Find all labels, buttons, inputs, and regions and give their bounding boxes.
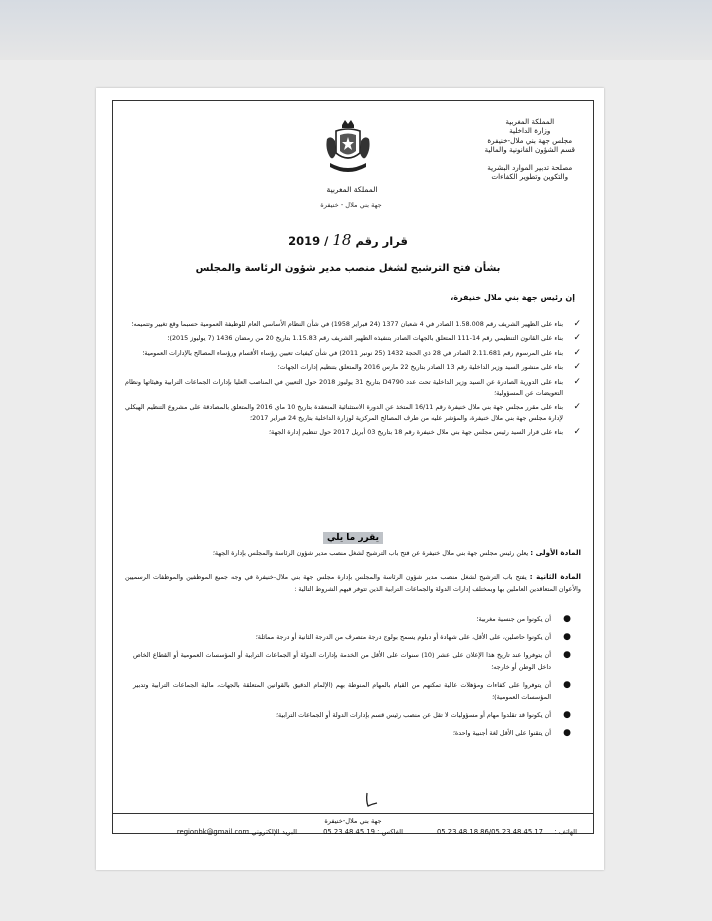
visa-item: ✓ بناء على المرسوم رقم 2.11.681 الصادر في 28 ذي الحجة 1432 (25 نونبر 2011) في شأن كيفيات تعيين رؤساء الأقسام ورؤساء المصالح بالإدارات العمومية؛ [142,347,581,358]
emblem-caption: المملكة المغربية [326,185,378,194]
article-1-text: يعلن رئيس مجلس جهة بني ملال خنيفرة عن فتح باب الترشيح لشغل منصب مدير شؤون الرئاسة والمجلس بإدارة الجهة؛ [212,549,529,557]
condition-item: ● أن يتقنوا على الأقل لغة أجنبية واحدة؛ [452,728,571,738]
phone-number: 05.23.48.18.86/05.23.48.45.17 [436,828,543,836]
ministry-name: وزارة الداخلية [509,126,551,136]
decides-row [113,525,593,544]
visa-item: ✓ بناء على قرار السيد رئيس مجلس جهة بني ملال خنيفرة رقم 18 بتاريخ 03 أبريل 2017 حول تنظيم إدارة الجهة؛ [269,427,581,438]
email-label: البريد الإلكتروني : [246,828,297,836]
visa-item: ✓ بناء على مقرر مجلس جهة بني ملال خنيفرة رقم 16/11 المتخذ عن الدورة الاستثنائية المنعقدة بتاريخ 10 ماي 2016 والمتعلق بالمصادقة على مشروع التنظيم الهيكلي لإدارة مجلس جهة بني ملال خنيفرة، والمؤشر عليه من طرف المصالح المركزية لوزارة الداخلية بتاريخ 24 فبراير 2017؛ [125,401,581,422]
bullet-dot-icon: ● [563,728,571,738]
conditions-list [133,613,573,745]
bullet-dot-icon: ● [563,710,571,720]
article-2 [125,571,581,595]
article-1-label: المادة الأولى : [530,548,581,557]
fax-label: الفاكس : [377,828,403,836]
president-intro: إن رئيس جهة بني ملال خنيفرة، [450,293,575,302]
bullet-mark-icon: ✓ [573,319,581,329]
visa-list [125,319,581,442]
bullet-mark-icon: ✓ [573,347,581,358]
article-1 [125,547,581,559]
footer-title: جهة بني ملال-خنيفرة [324,817,382,825]
condition-item: ● أن يكونوا قد تقلدوا مهام أو مسؤوليات لا تقل عن منصب رئيس قسم بإدارات الدولة أو الجماعات الترابية؛ [275,710,571,720]
bullet-mark-icon: ✓ [573,362,581,373]
visa-item: ✓ بناء على الدورية الصادرة عن السيد وزير الداخلية تحت عدد D4790 بتاريخ 31 يوليوز 2018 حول التعيين في المناصب العليا بإدارات الجماعات الترابية وهيئاتها ونظام التعويضات عن المسؤولية؛ [125,376,581,397]
condition-item: ● أن يكونوا حاصلين، على الأقل، على شهادة أو دبلوم يسمح بولوج درجة متصرف من الدرجة الثانية أو درجة مماثلة؛ [255,632,571,642]
decision-subject: بشأن فتح الترشيح لشغل منصب مدير شؤون الرئاسة والمجلس [195,263,501,274]
region-caption: جهة بني ملال - خنيفرة [320,201,382,209]
email-address: regionbk@gmail.com [176,828,249,836]
bullet-dot-icon: ● [563,632,571,642]
department-name: قسم الشؤون القانونية والمالية [484,145,575,155]
bullet-mark-icon: ✓ [573,401,581,412]
article-2-text: يفتح باب الترشيح لشغل منصب مدير شؤون الرئاسة والمجلس بإدارة مجلس جهة بني ملال-خنيفرة في وجه جميع الموظفين والموظفات الرسميين والأعوان المتعاقدين العاملين بها وبمختلف إدارات الدولة والجماعات الترابية الذين تتوفر فيهم الشروط التالية : [125,573,581,593]
visa-item: ✓ بناء على القانون التنظيمي رقم 14-111 المتعلق بالجهات الصادر بتنفيذه الظهير الشريف رقم 1.15.83 بتاريخ 20 من رمضان 1436 (7 يوليوز 2015)؛ [167,333,581,344]
kingdom-name: المملكة المغربية [505,117,555,126]
decision-handwritten-number: 18 [332,231,352,249]
bullet-mark-icon: ✓ [573,376,581,387]
bullet-mark-icon: ✓ [573,333,581,344]
footer-divider [113,813,593,814]
bullet-dot-icon: ● [563,614,571,624]
decision-prefix: قرار رقم [355,234,408,248]
document-frame [112,100,594,834]
condition-item: ● أن يكونوا من جنسية مغربية؛ [476,614,571,624]
condition-item: ● أن يتوفروا على كفاءات ومؤهلات عالية تمكنهم من القيام بالمهام المنوطة بهم (الإلمام الدقيق بالقوانين المتعلقة بالجهات، مالية الجماعات الترابية وتدبير المؤسسات العمومية)؛ [133,680,571,701]
decides-heading: يقرر ما يلي [323,532,383,544]
decision-number [273,231,423,249]
bullet-mark-icon: ✓ [573,427,581,438]
decision-year: / 2019 [288,234,329,248]
service-name-line1: مصلحة تدبير الموارد البشرية [487,162,573,172]
council-name: مجلس جهة بني ملال-خنيفرة [487,135,573,145]
service-name-line2: والتكوين وتطوير الكفاءات [491,172,569,182]
photo-background [0,0,712,60]
handwritten-mark-icon [363,791,379,809]
coat-of-arms-icon [322,119,374,177]
visa-item: ✓ بناء على منشور السيد وزير الداخلية رقم 13 الصادر بتاريخ 22 مارس 2016 والمتعلق بتنظيم إدارات الجهات؛ [277,362,581,373]
bullet-dot-icon: ● [563,650,571,660]
bullet-dot-icon: ● [563,680,571,690]
article-2-label: المادة الثانية : [529,572,581,581]
fax-number: 05.23.48.45.19 [323,828,375,836]
letterhead-authorities [484,117,575,181]
condition-item: ● أن يتوفروا عند تاريخ هذا الإعلان على عشر (10) سنوات على الأقل من الخدمة بإدارات الدولة أو الجماعات الترابية أو المؤسسات العمومية أو القطاع الخاص داخل الوطن أو خارجه؛ [133,650,571,671]
phone-label: الهاتف : [554,828,577,836]
visa-item: ✓ بناء على الظهير الشريف رقم 1.58.008 الصادر في 4 شعبان 1377 (24 فبراير 1958) في شأن النظام الأساسي العام للوظيفة العمومية حسبما وقع تغيير وتتميمه؛ [131,319,581,329]
